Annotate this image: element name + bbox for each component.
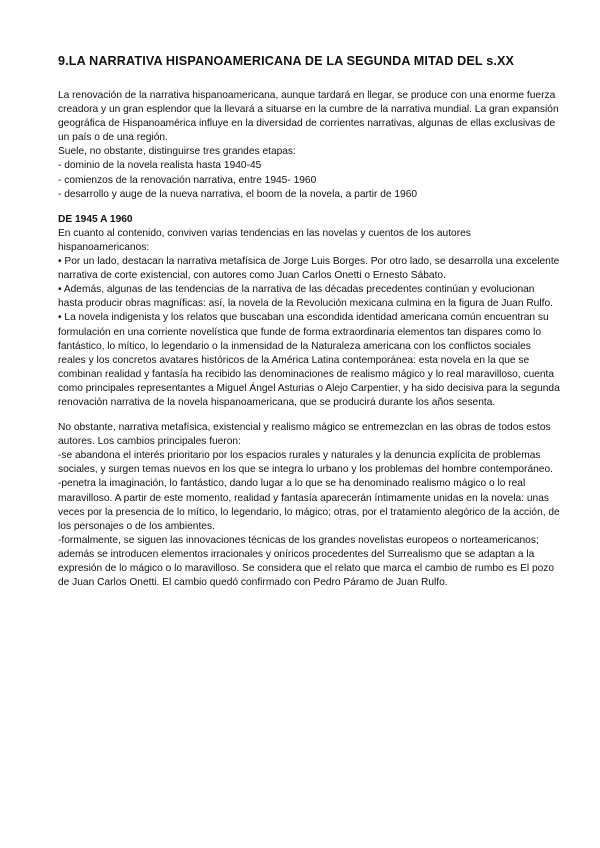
bullet-indigenista: • La novela indigenista y los relatos que buscaban una escondida identidad americana común encuentran su formulación en una corriente novelística que funde de forma extraordinaria elementos tan dispares como lo fantástico, lo mítico, lo legendario o la inmensidad de la Naturaleza americana con los conflictos sociales reales y los concretos avatares históricos de la América Latina contemporánea: esta novela en la que se combinan realidad y fantasía ha recibido las denominaciones de realismo mágico y lo real maravilloso, cuenta como principales representantes a Miguel Ángel Asturias o Alejo Carpentier, y ha sido decisiva para la segunda renovación narrativa de la novela hispanoamericana, que se producirá durante los años sesenta. [58,312,560,408]
intro-paragraph: La renovación de la narrativa hispanoamericana, aunque tardará en llegar, se produce con una enorme fuerza creadora y un gran esplendor que la llevará a situarse en la cumbre de la narrativa mundial. La gran expansión geográfica de Hispanoamérica influye en la diversidad de corrientes narrativas, algunas de ellas exclusivas de un país o de una región. [58,90,559,144]
cambios-intro: No obstante, narrativa metafísica, existencial y realismo mágico se entremezclan en las obras de todos estos autores. Los cambios principales fueron: [58,422,551,448]
cambio-item-3: -formalmente, se siguen las innovaciones técnicas de los grandes novelistas europeos o norteamericanos; además se introducen elementos irracionales y oníricos procedentes del Surrealismo que se adaptan a la expresión de lo mágico o lo maravilloso. Se considera que el relato que marca el cambio de rumbo es El pozo de Juan Carlos Onetti. El cambio quedó confirmado con Pedro Páramo de Juan Rulfo. [58,534,555,589]
stage-item-3: - desarrollo y auge de la nueva narrativa, el boom de la novela, a partir de 1960 [58,188,418,200]
cambio-item-2: -penetra la imaginación, lo fantástico, dando lugar a lo que se ha denominado realismo mágico o lo real maravilloso. A partir de este momento, realidad y fantasía aparecerán íntimamente unidas en la novela: unas veces por la presencia de lo mítico, lo legendario, lo mágico; otras, por el tratamiento alegórico de la acción, de los personajes o de los ambientes. [58,478,560,532]
stage-item-2: - comienzos de la renovación narrativa, entre 1945- 1960 [58,174,317,186]
spacer [58,202,560,213]
bullet-metafisica: • Por un lado, destacan la narrativa metafísica de Jorge Luis Borges. Por otro lado, se desarrolla una excelente narrativa de corte existencial, con autores como Juan Carlos Onetti o Ernesto Sábato. [58,256,560,282]
bullet-tendencias: • Además, algunas de las tendencias de la narrativa de las décadas precedentes continúan y evolucionan hasta producir obras magníficas: así, la novela de la Revolución mexicana culmina en la figura de Juan Rulfo. [58,284,553,310]
document-title: 9.LA NARRATIVA HISPANOAMERICANA DE LA SEGUNDA MITAD DEL s.XX [58,54,515,68]
stages-intro: Suele, no obstante, distinguirse tres grandes etapas: [58,146,296,158]
section-paragraph: En cuanto al contenido, conviven varias tendencias en las novelas y cuentos de los autores hispanoamericanos: [58,227,471,253]
stage-item-1: - dominio de la novela realista hasta 1940-45 [58,160,262,172]
section-heading: DE 1945 A 1960 [58,213,133,225]
cambio-item-1: -se abandona el interés prioritario por los espacios rurales y naturales y la denuncia explícita de problemas sociales, y surgen temas nuevos en los que se integra lo urbano y los problemas del hombre contemporáneo. [58,450,553,476]
section-1945-1960 [58,213,560,410]
spacer [58,410,560,421]
section-cambios [58,421,560,590]
intro-section [58,89,560,202]
